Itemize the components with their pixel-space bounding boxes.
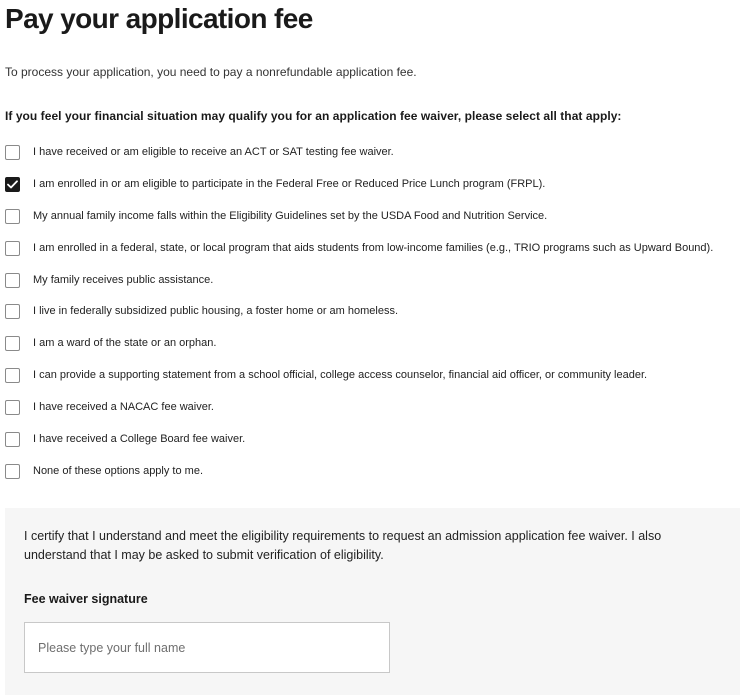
checkbox[interactable] bbox=[5, 336, 20, 351]
checkbox[interactable] bbox=[5, 432, 20, 447]
waiver-option-frpl[interactable] bbox=[5, 175, 740, 207]
signature-label: Fee waiver signature bbox=[24, 592, 148, 606]
fee-waiver-question: If you feel your financial situation may qualify you for an application fee waiver, please select all that apply: bbox=[5, 109, 622, 123]
option-label: I am enrolled in a federal, state, or local program that aids students from low-income families (e.g., TRIO programs such as Upward Bound). bbox=[33, 241, 714, 254]
checkbox[interactable] bbox=[5, 209, 20, 224]
checkbox[interactable] bbox=[5, 304, 20, 319]
checkmark-icon bbox=[7, 180, 18, 189]
page-title: Pay your application fee bbox=[5, 3, 313, 34]
waiver-option-act-sat[interactable] bbox=[5, 143, 740, 175]
checkbox[interactable] bbox=[5, 241, 20, 256]
option-label: My annual family income falls within the Eligibility Guidelines set by the USDA Food and Nutrition Service. bbox=[33, 209, 548, 222]
option-label: I am enrolled in or am eligible to participate in the Federal Free or Reduced Price Lunch program (FRPL). bbox=[33, 177, 546, 190]
waiver-option-none[interactable] bbox=[5, 462, 740, 494]
option-label: I live in federally subsidized public housing, a foster home or am homeless. bbox=[33, 305, 399, 318]
waiver-option-ward-orphan[interactable] bbox=[5, 334, 740, 366]
checkbox[interactable] bbox=[5, 464, 20, 479]
checkbox[interactable] bbox=[5, 145, 20, 160]
checkbox[interactable] bbox=[5, 400, 20, 415]
signature-input[interactable] bbox=[24, 622, 390, 673]
waiver-option-college-board[interactable] bbox=[5, 430, 740, 462]
checkbox[interactable] bbox=[5, 273, 20, 288]
option-label: I have received a College Board fee waiver. bbox=[33, 433, 246, 446]
checkbox[interactable] bbox=[5, 368, 20, 383]
waiver-option-usda-income[interactable] bbox=[5, 207, 740, 239]
waiver-option-low-income-program[interactable] bbox=[5, 239, 740, 271]
fee-waiver-options bbox=[5, 143, 740, 494]
option-label: I am a ward of the state or an orphan. bbox=[33, 337, 217, 350]
option-label: I can provide a supporting statement from a school official, college access counselor, financial aid officer, or community leader. bbox=[33, 369, 648, 382]
waiver-option-housing[interactable] bbox=[5, 302, 740, 334]
option-label: I have received a NACAC fee waiver. bbox=[33, 401, 214, 414]
waiver-option-public-assistance[interactable] bbox=[5, 271, 740, 303]
option-label: My family receives public assistance. bbox=[33, 273, 214, 286]
option-label: None of these options apply to me. bbox=[33, 464, 203, 477]
intro-text: To process your application, you need to pay a nonrefundable application fee. bbox=[5, 65, 417, 79]
certification-statement: I certify that I understand and meet the eligibility requirements to request an admission application fee waiver. I also understand that I may be asked to submit verification of eligibility. bbox=[24, 529, 662, 562]
waiver-option-supporting-statement[interactable] bbox=[5, 366, 740, 398]
certification-panel bbox=[5, 508, 740, 695]
checkbox[interactable] bbox=[5, 177, 20, 192]
waiver-option-nacac[interactable] bbox=[5, 398, 740, 430]
option-label: I have received or am eligible to receive an ACT or SAT testing fee waiver. bbox=[33, 146, 394, 158]
